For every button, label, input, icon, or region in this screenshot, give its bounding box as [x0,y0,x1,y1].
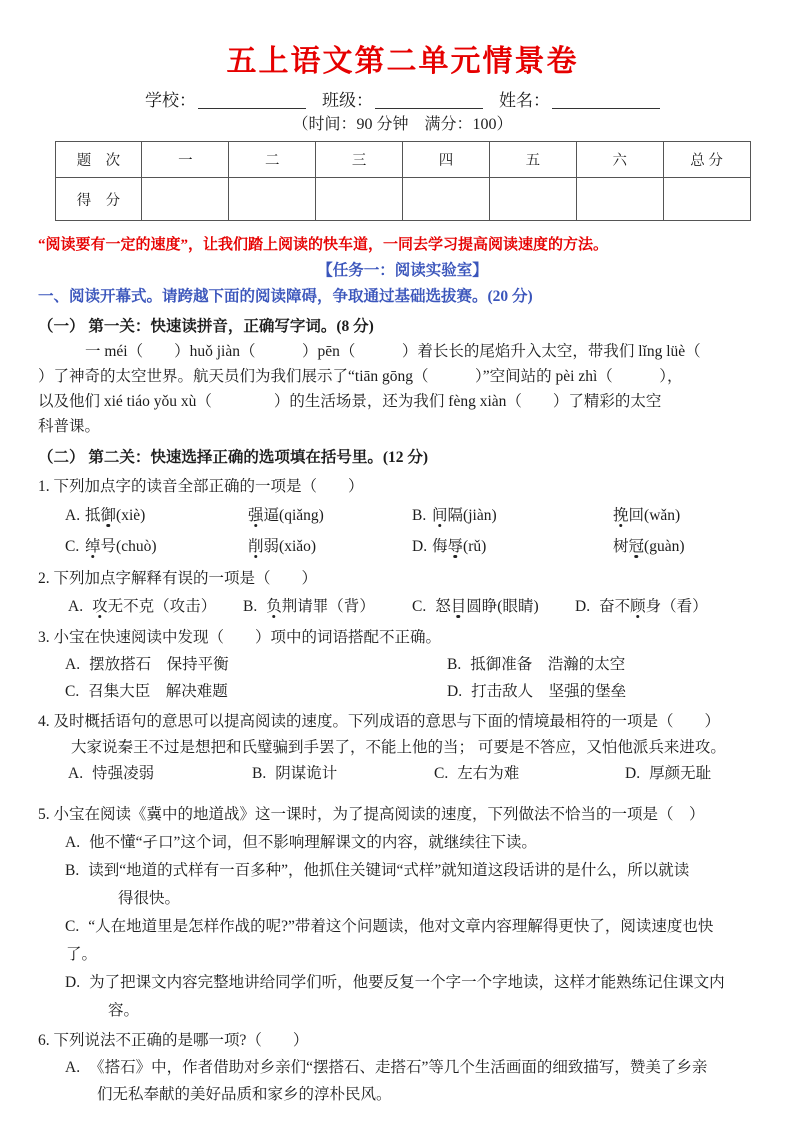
option-item: 强逼(qiǎng) [248,507,324,524]
question-6-option-a-continued: 们无私奉献的美好品质和家乡的淳朴民风。 [97,1086,392,1103]
option-item: 侮辱(rǔ) [432,538,487,555]
option-label: D. [65,974,81,991]
question-2-stem: 2. 下列加点字解释有误的一项是（ ） [38,570,318,587]
option-label: A. [68,765,84,782]
question-5-option-a [65,829,767,857]
option-text: 奋不顾身（看） [599,598,708,615]
name-blank-line [552,91,660,109]
option-text: 召集大臣 解决难题 [88,683,228,700]
question-6 [38,1027,767,1108]
intro-red-text: “阅读要有一定的速度”，让我们踏上阅读的快车道，一同去学习提高阅读速度的方法。 [38,237,609,253]
option [243,592,412,621]
option [65,678,447,705]
score-empty-cell [663,178,750,221]
question-4 [38,709,767,787]
task1-heading: 【任务一：阅读实验室】 [317,262,488,279]
option-text: 他不懂“孑口”这个词，但不影响理解课文的内容，就继续往下读。 [89,834,537,851]
question-3-options-row [65,678,767,705]
option-text: 抵御准备 浩瀚的太空 [470,656,626,673]
score-table-header-cell: 总 分 [663,142,750,178]
option-label: B. [243,598,258,615]
option-label: D. [575,598,591,615]
option-item: 挽回(wǎn) [613,507,681,524]
question-5-option-b [65,857,767,885]
question-6-stem: 6. 下列说法不正确的是哪一项?（ ） [38,1032,309,1049]
option-item: 抵御(xiè) [85,507,146,524]
question-3 [38,625,767,705]
option-label: D. [412,538,428,555]
score-table-header-cell: 五 [489,142,576,178]
option [68,592,243,621]
question-4-context: 大家说秦王不过是想把和氏璧骗到手罢了，不能上他的当； 可要是不答应，又怕他派兵来进攻。 [71,739,726,756]
school-field [145,91,322,110]
option-label: A. [65,507,81,524]
class-blank-line [375,91,483,109]
option-label: D. [447,683,463,700]
section-one-heading: 一、阅读开幕式。请跨越下面的阅读障碍，争取通过基础选拔赛。(20 分) [38,288,533,305]
option [65,651,447,678]
part1-heading: （一） 第一关：快速读拼音，正确写字词。(8 分) [38,318,374,335]
score-table-header-cell: 三 [316,142,403,178]
option-text: 负荆请罪（背） [266,598,375,615]
option-label: B. [65,862,80,879]
question-5-option-d-continued: 容。 [108,1002,140,1019]
option-label: C. [434,765,449,782]
question-5 [38,801,767,1025]
option-item: 树冠(guàn) [613,538,685,555]
class-field-label: 班级： [322,91,373,110]
score-table-score-row [55,178,750,221]
option-text: 摆放搭石 保持平衡 [89,656,229,673]
option-label: A. [68,598,84,615]
question-2 [38,566,767,621]
question-3-stem: 3. 小宝在快速阅读中发现（ ）项中的词语搭配不正确。 [38,629,442,646]
score-empty-cell [142,178,229,221]
question-1 [38,474,767,562]
option-text: 阴谋诡计 [275,765,338,782]
option [447,678,767,705]
option [68,761,252,787]
score-empty-cell [403,178,490,221]
score-table-header-cell: 四 [403,142,490,178]
time-and-score-info: （时间：90 分钟 满分：100） [292,116,513,133]
question-5-option-c-continued: 了。 [66,946,98,963]
question-2-options-row [68,592,767,621]
pinyin-paragraph-line: 以及他们 xié tiáo yǒu xù（ ）的生活场景，还为我们 fèng xiàn（ ）了精彩的太空 [38,393,662,410]
option-item: 削弱(xiǎo) [248,538,317,555]
student-info-line [38,89,767,113]
question-1-options-row [65,500,767,531]
score-row-label: 得 分 [55,178,142,221]
option [412,592,575,621]
pinyin-paragraph-line: 一 méi（ ）huǒ jiàn（ ）pēn（ ）着长长的尾焰升入太空，带我们 lǐng lüè（ [85,343,701,360]
pinyin-paragraph-line: 科普课。 [38,418,101,435]
option [447,651,767,678]
option-text: 《搭石》中，作者借助对乡亲们“摆搭石、走搭石”等几个生活画面的细致描写，赞美了乡亲 [89,1059,708,1076]
score-empty-cell [489,178,576,221]
score-empty-cell [316,178,403,221]
score-empty-cell [576,178,663,221]
name-field-label: 姓名： [499,91,550,110]
question-6-option-a [65,1054,767,1081]
option-label: C. [65,918,80,935]
question-5-option-c [65,913,767,941]
option-text: “人在地道里是怎样作战的呢?”带着这个问题读，他对文章内容理解得更快了，阅读速度也快 [88,918,714,935]
option-text: 攻无不克（攻击） [92,598,217,615]
option [575,592,767,621]
part2-heading: （二） 第二关：快速选择正确的选项填在括号里。(12 分) [38,449,429,466]
question-5-stem: 5. 小宝在阅读《冀中的地道战》这一课时，为了提高阅读的速度，下列做法不恰当的一项是（ ） [38,806,705,823]
name-field [499,91,660,110]
question-1-stem: 1. 下列加点字的读音全部正确的一项是（ ） [38,478,364,495]
pinyin-paragraph-line: ）了神奇的太空世界。航天员们为我们展示了“tiān gōng（ ）”空间站的 pèi zhì（ ）， [38,368,683,385]
score-table-header-cell: 二 [229,142,316,178]
score-table-header-cell: 题 次 [55,142,142,178]
question-5-option-d [65,969,767,997]
option-label: B. [412,507,427,524]
option-item: 间隔(jiàn) [432,507,497,524]
option-text: 厚颜无耻 [649,765,712,782]
option-text: 打击敌人 坚强的堡垒 [471,683,627,700]
score-table-header-cell: 一 [142,142,229,178]
school-blank-line [198,91,306,109]
question-3-options-row [65,651,767,678]
option-text: 读到“地道的式样有一百多种”，他抓住关键词“式样”就知道这段话讲的是什么，所以就读 [88,862,690,879]
option-text: 怒目圆睁(眼睛) [435,598,539,615]
score-empty-cell [229,178,316,221]
option-label: C. [412,598,427,615]
option-text: 恃强凌弱 [92,765,155,782]
option-text: 为了把课文内容完整地讲给同学们听，他要反复一个字一个字地读，这样才能熟练记住课文内 [89,974,725,991]
option [434,761,625,787]
option-label: B. [252,765,267,782]
question-5-option-b-continued: 得很快。 [118,890,181,907]
option-label: A. [65,834,81,851]
school-field-label: 学校： [145,91,196,110]
option [252,761,434,787]
score-table-header-cell: 六 [576,142,663,178]
option-label: A. [65,656,81,673]
option-label: D. [625,765,641,782]
page-title: 五上语文第二单元情景卷 [226,45,579,78]
option-item: 绰号(chuò) [85,538,157,555]
option-text: 左右为难 [457,765,520,782]
option [625,761,767,787]
question-4-stem: 4. 及时概括语句的意思可以提高阅读的速度。下列成语的意思与下面的情境最相符的一项是（ ） [38,713,721,730]
question-1-options-row [65,531,767,562]
option-label: C. [65,538,80,555]
score-table-header-row [55,142,750,178]
score-table [55,141,751,221]
option-label: B. [447,656,462,673]
option-label: A. [65,1059,81,1076]
question-4-options-row [68,761,767,787]
option-label: C. [65,683,80,700]
class-field [322,91,499,110]
